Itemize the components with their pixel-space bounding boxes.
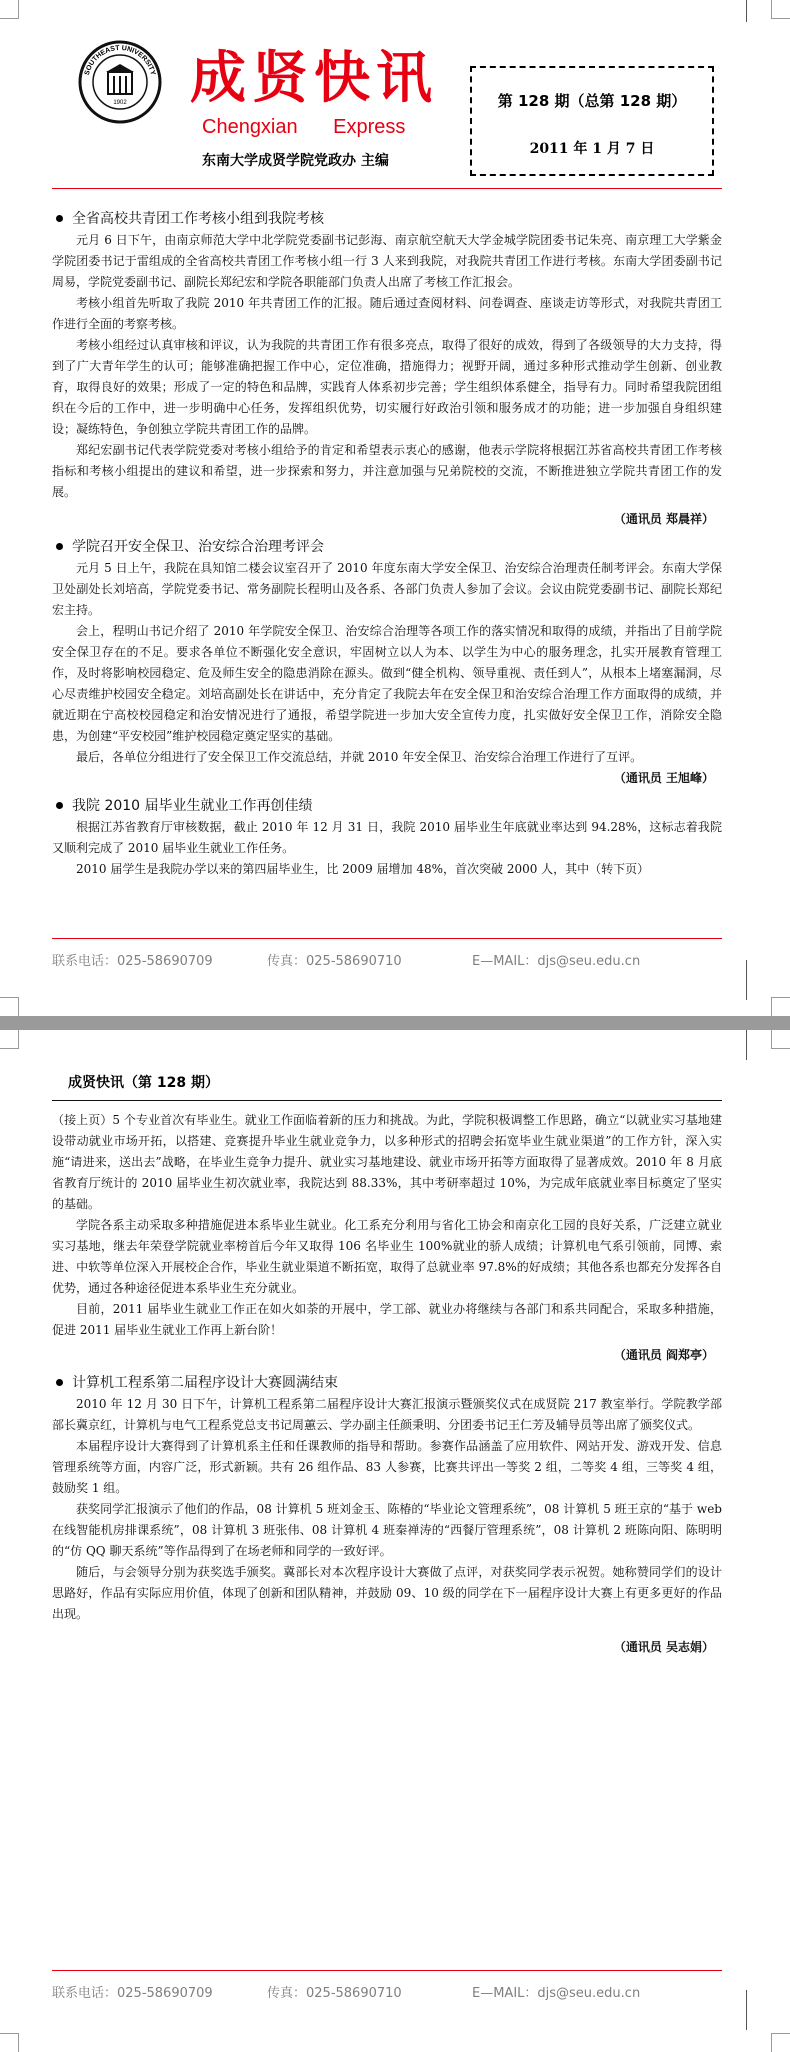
article-title: 我院 2010 届毕业生就业工作再创佳绩 <box>72 798 313 814</box>
crop-mark <box>771 997 790 1016</box>
crop-mark <box>0 1030 19 1049</box>
byline: （通讯员 王旭峰） <box>613 771 714 785</box>
page-header: 成贤快讯（第 128 期） <box>68 1075 219 1091</box>
crop-mark <box>0 997 19 1016</box>
article-title: 学院召开安全保卫、治安综合治理考评会 <box>72 539 324 555</box>
newsletter-page-2 <box>0 1030 790 2052</box>
margin-line <box>746 1990 747 2030</box>
article-heading <box>52 795 722 817</box>
crop-mark <box>0 0 19 19</box>
header-divider <box>52 188 722 189</box>
margin-line <box>746 0 747 22</box>
paragraph: 考核小组首先听取了我院 2010 年共青团工作的汇报。随后通过查阅材料、问卷调查、座谈走访等形式，对我院共青团工作进行全面的考察考核。 <box>52 296 722 331</box>
paragraph: 学院各系主动采取多种措施促进本系毕业生就业。化工系充分利用与省化工协会和南京化工园的良好关系，广泛建立就业实习基地，继去年荣登学院就业率榜首后今年又取得 106 名毕业生 100%就业的骄人成绩；计算机电气系引领前，同博、索进、中软等单位深入开展校企合作，毕业生就业渠道不断拓宽，取得了总就业率 97.8%的好成绩；其他各系也都充分发挥各自优势，通过各种途径促进本系毕业生充分就业。 <box>52 1218 722 1295</box>
bullet-icon <box>56 802 63 809</box>
svg-text:1902: 1902 <box>113 100 127 106</box>
article-title: 全省高校共青团工作考核小组到我院考核 <box>72 211 324 227</box>
paragraph: 根据江苏省教育厅审核数据，截止 2010 年 12 月 31 日，我院 2010 届毕业生年底就业率达到 94.28%，这标志着我院又顺利完成了 2010 届毕业生就业工作任务。 <box>52 820 722 855</box>
newsletter-title: 成贤快讯 <box>190 45 438 111</box>
paragraph: （接上页）5 个专业首次有毕业生。就业工作面临着新的压力和挑战。为此，学院积极调整工作思路，确立“以就业实习基地建设带动就业市场开拓，以搭建、竞赛提升毕业生就业竞争力，以多种形式的招聘会拓宽毕业生就业渠道”的工作方针，深入实施“请进来，送出去”战略，在毕业生竞争力提升、就业实习基地建设、就业市场开拓等方面取得了显著成效。2010 年 8 月底省教育厅统计的 2010 届毕业生初次就业率，我院达到 88.33%，其中考研率超过 10%，为完成年底就业率目标奠定了坚实的基础。 <box>52 1113 722 1211</box>
paragraph: 元月 5 日上午，我院在具知馆二楼会议室召开了 2010 年度东南大学安全保卫、治安综合治理责任制考评会。东南大学保卫处副处长刘培高，学院党委书记、常务副院长程明山及各系、各部门负责人参加了会议。会议由院党委副书记、副院长郑纪宏主持。 <box>52 561 722 617</box>
margin-line <box>746 960 747 1000</box>
footer-fax: 传真：025-58690710 <box>267 954 402 969</box>
crop-mark <box>771 1030 790 1049</box>
byline: （通讯员 阎郑亭） <box>613 1348 714 1362</box>
footer-phone: 联系电话：025-58690709 <box>52 954 213 969</box>
paragraph: 获奖同学汇报演示了他们的作品，08 计算机 5 班刘金玉、陈椿的“毕业论文管理系统”，08 计算机 5 班王京的“基于 web 在线智能机房排课系统”，08 计算机 3 班张伟、08 计算机 4 班秦禅涛的“西餐厅管理系统”，08 计算机 2 班陈向阳、陈明明的“仿 QQ 聊天系统”等作品得到了在场老师和同学的一致好评。 <box>52 1502 722 1558</box>
footer-email[interactable]: E—MAIL：djs@seu.edu.cn <box>472 954 641 969</box>
page2-content <box>52 1110 722 1658</box>
footer-divider <box>52 938 722 939</box>
article-heading <box>52 1372 722 1394</box>
article-title: 计算机工程系第二届程序设计大赛圆满结束 <box>72 1375 338 1391</box>
issue-box <box>470 66 714 176</box>
crop-mark <box>771 2033 790 2052</box>
newsletter-title-english: Chengxian Express <box>202 116 406 138</box>
byline: （通讯员 郑晨祥） <box>613 512 714 526</box>
paragraph: 2010 届学生是我院办学以来的第四届毕业生，比 2009 届增加 48%，首次突破 2000 人，其中（转下页） <box>76 862 650 876</box>
footer-phone: 联系电话：025-58690709 <box>52 1986 213 2001</box>
crop-mark <box>0 2033 19 2052</box>
paragraph: 最后，各单位分组进行了安全保卫工作交流总结，并就 2010 年安全保卫、治安综合治理工作进行了互评。 <box>76 750 643 764</box>
page1-content <box>52 202 722 880</box>
svg-text:SOUTHEAST UNIVERSITY: SOUTHEAST UNIVERSITY <box>83 44 157 77</box>
bullet-icon <box>56 1379 63 1386</box>
paragraph: 2010 年 12 月 30 日下午，计算机工程系第二届程序设计大赛汇报演示暨颁奖仪式在成贤院 217 教室举行。学院教学部部长冀京红，计算机与电气工程系党总支书记周蕙云、学办副主任颜秉明、分团委书记王仁芳及辅导员等出席了颁奖仪式。 <box>52 1397 722 1432</box>
paragraph: 郑纪宏副书记代表学院党委对考核小组给予的肯定和希望表示衷心的感谢，他表示学院将根据江苏省高校共青团工作考核指标和考核小组提出的建议和希望，进一步探索和努力，并注意加强与兄弟院校的交流，不断推进独立学院共青团工作的发展。 <box>52 443 722 499</box>
issue-date: 2011 年 1 月 7 日 <box>529 141 655 157</box>
paragraph: 元月 6 日下午，由南京师范大学中北学院党委副书记彭海、南京航空航天大学金城学院团委书记朱亮、南京理工大学紫金学院团委书记于雷组成的全省高校共青团工作考核小组一行 3 人来到我院，对我院共青团工作进行考核。东南大学团委副书记周易，学院党委副书记、副院长郑纪宏和学院各职能部门负责人出席了考核工作汇报会。 <box>52 233 722 289</box>
article-heading <box>52 536 722 558</box>
bullet-icon <box>56 215 63 222</box>
header-divider <box>52 1100 722 1101</box>
article-heading <box>52 208 722 230</box>
margin-line <box>746 1030 747 1060</box>
crop-mark <box>771 0 790 19</box>
issue-number: 第 128 期（总第 128 期） <box>497 92 687 110</box>
bullet-icon <box>56 543 63 550</box>
footer-email[interactable]: E—MAIL：djs@seu.edu.cn <box>472 1986 641 2001</box>
editor-line: 东南大学成贤学院党政办 主编 <box>202 153 389 169</box>
paragraph: 本届程序设计大赛得到了计算机系主任和任课教师的指导和帮助。参赛作品涵盖了应用软件、网站开发、游戏开发、信息管理系统等方面，内容广泛，形式新颖。共有 26 组作品、83 人参赛，比赛共评出一等奖 2 组，二等奖 4 组，三等奖 4 组，鼓励奖 1 组。 <box>52 1439 722 1495</box>
newsletter-page-1 <box>0 0 790 1016</box>
footer-fax: 传真：025-58690710 <box>267 1986 402 2001</box>
southeast-university-seal-icon <box>78 40 162 124</box>
paragraph: 会上，程明山书记介绍了 2010 年学院安全保卫、治安综合治理等各项工作的落实情况和取得的成绩，并指出了目前学院安全保卫存在的不足。要求各单位不断强化安全意识，牢固树立以人为本、以学生为中心的服务理念，扎实开展教育管理工作，及时将影响校园稳定、危及师生安全的隐患消除在源头。做到“健全机构、领导重视、责任到人”，从根本上堵塞漏洞，尽心尽责维护校园安全稳定。刘培高副处长在讲话中，充分肯定了我院去年在安全保卫和治安综合治理工作方面取得的成绩，并就近期在宁高校校园稳定和治安情况进行了通报，希望学院进一步加大安全宣传力度，扎实做好安全保卫工作，消除安全隐患，为创建“平安校园”维护校园稳定奠定坚实的基础。 <box>52 624 722 743</box>
paragraph: 考核小组经过认真审核和评议，认为我院的共青团工作有很多亮点，取得了很好的成效，得到了各级领导的大力支持，得到了广大青年学生的认可；能够准确把握工作中心，定位准确，措施得力；视野开阔，通过多种形式推动学生创新、创业教育，取得良好的效果；形成了一定的特色和品牌，实践育人体系初步完善；学生组织体系健全，指导有力。同时希望我院团组织在今后的工作中，进一步明确中心任务，发挥组织优势，切实履行好政治引领和服务成才的功能；进一步加强自身组织建设；凝练特色，争创独立学院共青团工作的品牌。 <box>52 338 722 436</box>
footer-divider <box>52 1970 722 1971</box>
paragraph: 随后，与会领导分别为获奖选手颁奖。冀部长对本次程序设计大赛做了点评，对获奖同学表示祝贺。她称赞同学们的设计思路好，作品有实际应用价值，体现了创新和团队精神，并鼓励 09、10 级的同学在下一届程序设计大赛上有更多更好的作品出现。 <box>52 1565 722 1621</box>
byline: （通讯员 吴志娟） <box>613 1640 714 1654</box>
paragraph: 目前，2011 届毕业生就业工作正在如火如荼的开展中，学工部、就业办将继续与各部门和系共同配合，采取多种措施，促进 2011 届毕业生就业工作再上新台阶！ <box>52 1302 722 1337</box>
